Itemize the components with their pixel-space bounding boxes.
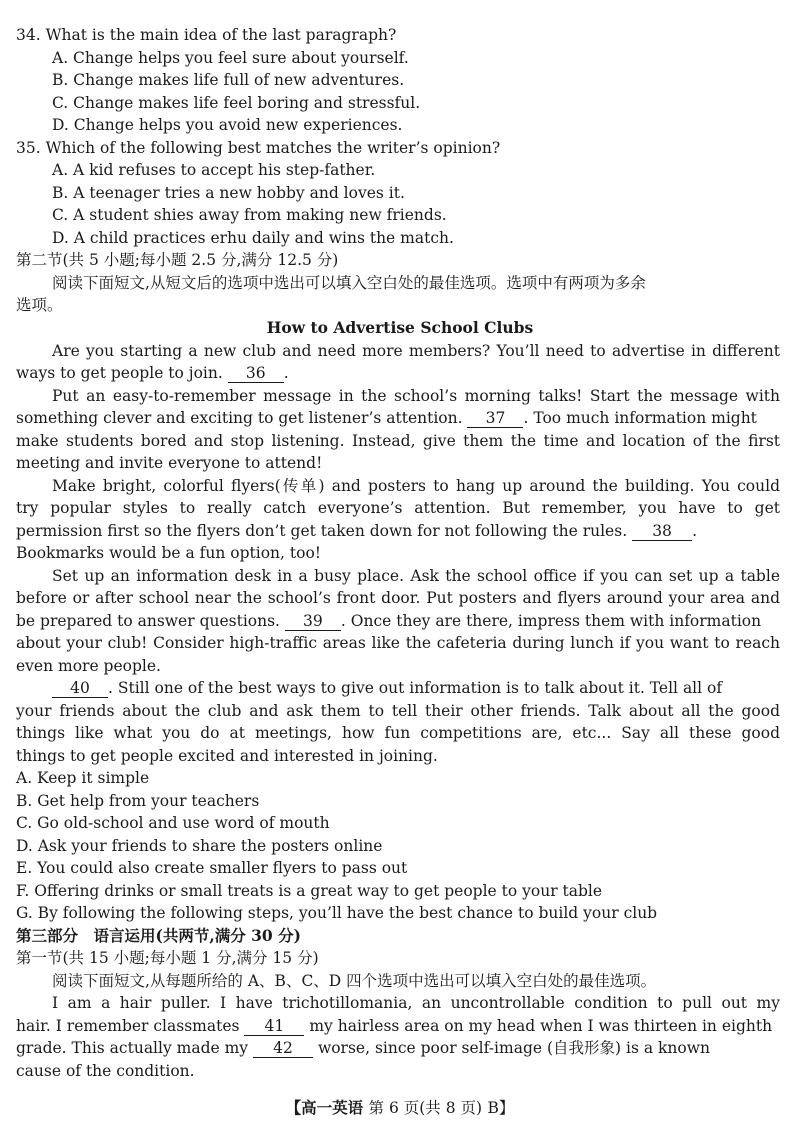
blank-42: 42 bbox=[253, 1039, 313, 1058]
question-34-stem: 34. What is the main idea of the last paragraph? bbox=[16, 26, 397, 44]
question-34-option-d: D. Change helps you avoid new experiences. bbox=[52, 116, 403, 134]
part-3-heading: 第三部分 语言运用(共两节,满分 30 分) bbox=[16, 926, 301, 945]
blank-41: 41 bbox=[244, 1017, 304, 1036]
choice-d: D. Ask your friends to share the posters online bbox=[16, 837, 383, 855]
question-35-option-a: A. A kid refuses to accept his step-father. bbox=[52, 161, 376, 179]
paragraph-2-line-3: make students bored and stop listening. Instead, give them the time and location of the first bbox=[16, 432, 780, 450]
paragraph-2-line-2 bbox=[16, 407, 780, 430]
question-35-stem: 35. Which of the following best matches the writer’s opinion? bbox=[16, 139, 501, 157]
paragraph-4-line-3 bbox=[16, 610, 780, 633]
passage-2-line-1: I am a hair puller. I have trichotillomania, an uncontrollable condition to pull out my bbox=[52, 994, 780, 1012]
choice-g: G. By following the following steps, you’ll have the best chance to build your club bbox=[16, 904, 658, 922]
paragraph-5-line-4: things to get people excited and interested in joining. bbox=[16, 747, 438, 765]
paragraph-3-end: . bbox=[692, 522, 697, 540]
paragraph-4-line-4: about your club! Consider high-traffic areas like the cafeteria during lunch if you want to reach bbox=[16, 634, 780, 652]
choice-e: E. You could also create smaller flyers to pass out bbox=[16, 859, 408, 877]
paragraph-4-line-5: even more people. bbox=[16, 657, 161, 675]
paragraph-3-text: permission first so the flyers don’t get taken down for not following the rules. bbox=[16, 522, 628, 540]
passage-2-text-after: my hairless area on my head when I was thirteen in eighth bbox=[309, 1017, 773, 1035]
passage-title: How to Advertise School Clubs bbox=[266, 318, 534, 337]
question-34-option-b: B. Change makes life full of new adventures. bbox=[52, 71, 405, 89]
blank-36: 36 bbox=[228, 364, 284, 383]
paragraph-1-text: ways to get people to join. bbox=[16, 364, 223, 382]
question-34-option-c: C. Change makes life feel boring and stressful. bbox=[52, 94, 421, 112]
footer-page-number: 第 6 页(共 8 页) bbox=[368, 1099, 483, 1117]
paragraph-5-line-1 bbox=[52, 677, 780, 700]
passage-2-line-3 bbox=[16, 1037, 780, 1060]
page-footer bbox=[0, 1096, 800, 1118]
part-3-instruction: 阅读下面短文,从每题所给的 A、B、C、D 四个选项中选出可以填入空白处的最佳选项。 bbox=[52, 972, 657, 990]
blank-39: 39 bbox=[285, 612, 341, 631]
paragraph-4-line-2: before or after school near the school’s front door. Put posters and flyers around your area and bbox=[16, 589, 780, 607]
footer-subject: 【高一英语 bbox=[285, 1098, 364, 1117]
passage-2-line-3-text: grade. This actually made my bbox=[16, 1039, 249, 1057]
choice-a: A. Keep it simple bbox=[16, 769, 150, 787]
blank-40: 40 bbox=[52, 679, 108, 698]
paragraph-4-line-1: Set up an information desk in a busy place. Ask the school office if you can set up a table bbox=[52, 567, 780, 585]
footer-version: B】 bbox=[487, 1099, 515, 1117]
question-35-option-b: B. A teenager tries a new hobby and loves it. bbox=[52, 184, 405, 202]
choice-c: C. Go old-school and use word of mouth bbox=[16, 814, 330, 832]
section-2-heading: 第二节(共 5 小题;每小题 2.5 分,满分 12.5 分) bbox=[16, 251, 339, 269]
paragraph-3-line-1: Make bright, colorful flyers(传单) and posters to hang up around the building. You could bbox=[52, 477, 780, 495]
part-3-section-1-heading: 第一节(共 15 小题;每小题 1 分,满分 15 分) bbox=[16, 949, 319, 967]
paragraph-2-text: something clever and exciting to get listener’s attention. bbox=[16, 409, 463, 427]
question-34-option-a: A. Change helps you feel sure about yourself. bbox=[52, 49, 409, 67]
choice-b: B. Get help from your teachers bbox=[16, 792, 260, 810]
paragraph-4-text: be prepared to answer questions. bbox=[16, 612, 280, 630]
question-35-option-c: C. A student shies away from making new friends. bbox=[52, 206, 447, 224]
paragraph-5-line-2: your friends about the club and ask them to tell their other friends. Talk about all the good bbox=[16, 702, 780, 720]
paragraph-4-text-after: . Once they are there, impress them with information bbox=[340, 612, 762, 630]
section-2-instruction: 阅读下面短文,从短文后的选项中选出可以填入空白处的最佳选项。选项中有两项为多余 bbox=[52, 274, 646, 292]
paragraph-5-text: . Still one of the best ways to give out information is to talk about it. Tell all of bbox=[108, 679, 723, 697]
paragraph-1-line-1: Are you starting a new club and need more members? You’ll need to advertise in different bbox=[52, 342, 780, 360]
paragraph-3-line-2: try popular styles to really catch everyone’s attention. But remember, you have to get bbox=[16, 499, 780, 517]
blank-37: 37 bbox=[467, 409, 523, 428]
paragraph-1-line-2 bbox=[16, 362, 780, 385]
section-2-instruction-cont: 选项。 bbox=[16, 296, 63, 314]
choice-f: F. Offering drinks or small treats is a great way to get people to your table bbox=[16, 882, 603, 900]
question-35-option-d: D. A child practices erhu daily and wins the match. bbox=[52, 229, 454, 247]
passage-2-line-2 bbox=[16, 1015, 780, 1038]
paragraph-3-line-4: Bookmarks would be a fun option, too! bbox=[16, 544, 322, 562]
paragraph-5-line-3: things like what you do at meetings, how fun competitions are, etc... Say all these good bbox=[16, 724, 780, 742]
passage-2-line-3-after: worse, since poor self-image (自我形象) is a known bbox=[317, 1039, 710, 1057]
paragraph-3-line-3 bbox=[16, 520, 780, 543]
blank-38: 38 bbox=[632, 522, 692, 541]
paragraph-2-line-4: meeting and invite everyone to attend! bbox=[16, 454, 323, 472]
paragraph-1-end: . bbox=[283, 364, 289, 382]
paragraph-2-line-1: Put an easy-to-remember message in the school’s morning talks! Start the message with bbox=[52, 387, 780, 405]
paragraph-2-text-after: . Too much information might bbox=[523, 409, 757, 427]
passage-2-text: hair. I remember classmates bbox=[16, 1017, 240, 1035]
passage-2-line-4: cause of the condition. bbox=[16, 1062, 195, 1080]
